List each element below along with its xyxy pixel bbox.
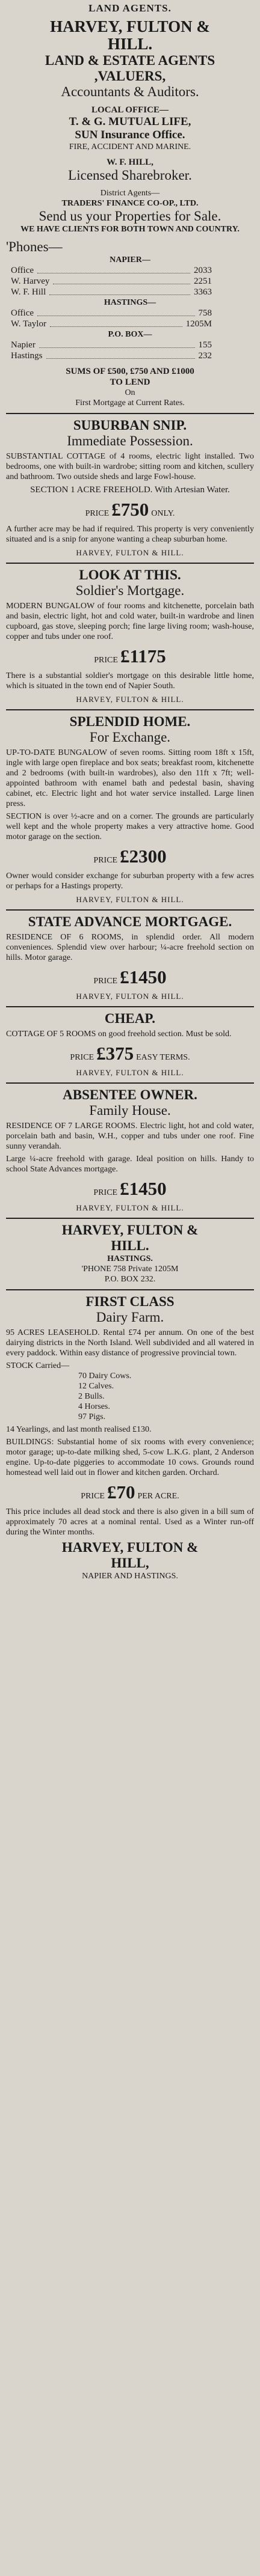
ad-absentee-owner [6, 1087, 254, 1213]
ad-signature: HARVEY, FULTON & HILL. [76, 695, 184, 704]
ad-signature: HARVEY, FULTON & HILL. [76, 1068, 184, 1077]
ad-signature: HARVEY, FULTON & HILL. [76, 548, 184, 557]
hastings-label: HASTINGS— [104, 298, 156, 307]
ad-price: PRICE £2300 [93, 846, 167, 867]
wf-hill-line: W. F. HILL, [107, 157, 153, 167]
ad-signature: HARVEY, FULTON & HILL. [76, 895, 184, 904]
to-lend-line: TO LEND [110, 377, 150, 387]
hastings-name-line2: HILL. [111, 1238, 149, 1253]
divider [6, 563, 254, 564]
agent-valuers-line: ,VALUERS, [94, 69, 166, 84]
phones-heading: 'Phones— [6, 239, 63, 254]
ad-subtitle: Soldier's Mortgage. [75, 583, 185, 598]
ad-body: SUBSTANTIAL COTTAGE of 4 rooms, electric light installed. Two bedrooms, one with built-in wardrobe; sitting room and kitchen, scullery and bathroom. Two outside sheds and large Fowl-house. [6, 452, 254, 481]
hastings-name-line1: HARVEY, FULTON & [61, 1222, 199, 1238]
pobox-row-hastings: Hastings 232 [11, 351, 212, 361]
hastings-town: HASTINGS. [107, 1254, 153, 1263]
ad-subtitle: Immediate Possession. [67, 433, 193, 448]
traders-finance-line: TRADERS' FINANCE CO-OP., LTD. [61, 199, 199, 208]
ad-subtitle: Family House. [89, 1103, 171, 1118]
ad-price: PRICE £375 EASY TERMS. [70, 1043, 190, 1064]
ad-body: MODERN BUNGALOW of four rooms and kitchenette, porcelain bath and basin, electric light, hot and cold water, built-in wardrobe and linen cupboard, gas stove, sleeping porch; fine large living room; wash-house, copper and tubs under one roof. [6, 602, 254, 641]
send-properties-line: Send us your Properties for Sale. [39, 209, 221, 224]
local-office-label: LOCAL OFFICE— [91, 105, 169, 115]
divider [6, 909, 254, 911]
agent-services-line: LAND & ESTATE AGENTS [45, 53, 215, 68]
list-item: 2 Bulls. [78, 1392, 105, 1401]
ad-after-text: Owner would consider exchange for suburban property with a few acres or perhaps for a Hastings property. [6, 871, 254, 891]
ad-look-at-this [6, 567, 254, 704]
farm-sign-line2: HILL, [111, 1555, 149, 1570]
divider [6, 1289, 254, 1290]
district-agents-label: District Agents— [100, 189, 160, 198]
ad-extra: SECTION is over ½-acre and on a corner. The grounds are particularly well kept and the whole property makes a very attractive home. Good motor garage on the section. [6, 812, 254, 841]
ad-body: COTTAGE OF 5 ROOMS on good freehold section. Must be sold. [6, 1030, 232, 1039]
pobox-row-napier: Napier 155 [11, 340, 212, 350]
phone-row-hastings-office: Office 758 [11, 308, 212, 318]
ad-title: FIRST CLASS [85, 1294, 175, 1309]
sun-insurance-line: SUN Insurance Office. [75, 129, 185, 141]
ad-signature: HARVEY, FULTON & HILL. [76, 992, 184, 1001]
ad-after-text: This price includes all dead stock and there is also given in a bill sum of approximately 70 acres at a nominal rental. Used as a Winter run-off during the Winter months. [6, 1507, 254, 1537]
sums-line: SUMS OF £500, £750 AND £1000 [66, 367, 194, 376]
stock-list [6, 1371, 254, 1422]
ad-subtitle: Dairy Farm. [96, 1310, 164, 1325]
hastings-phone: 'PHONE 758 Private 1205M [81, 1265, 179, 1274]
phones-block [6, 239, 254, 408]
stock-heading: STOCK Carried— [6, 1361, 70, 1370]
ad-price: PRICE £750 ONLY. [85, 499, 175, 520]
ad-title: CHEAP. [104, 1011, 156, 1026]
hastings-office-block [6, 1222, 254, 1284]
ad-after-text: There is a substantial soldier's mortgage on this desirable little home, which is situated in the town end of Napier South. [6, 671, 254, 691]
divider [6, 413, 254, 414]
first-mortgage-line: First Mortgage at Current Rates. [75, 398, 185, 407]
hastings-pobox: P.O. BOX 232. [104, 1275, 156, 1284]
ad-body: 95 ACRES LEASEHOLD. Rental £74 per annum. On one of the best dairying districts in the North Island. Well subdivided and all watered in every paddock. Within easy distance of progressive provincial town. [6, 1328, 254, 1358]
napier-label: NAPIER— [110, 255, 150, 264]
ad-body: RESIDENCE OF 6 ROOMS, in splendid order. All modern conveniences. Splendid view over harbour; ¼-acre freehold section on hills. Motor garage. [6, 933, 254, 962]
ad-price: PRICE £1450 [93, 966, 167, 987]
ad-title: SPLENDID HOME. [69, 714, 191, 729]
ad-price: PRICE £1450 [93, 1178, 167, 1199]
agent-block [6, 18, 254, 234]
agent-accountants-line: Accountants & Auditors. [61, 84, 199, 99]
section-header: LAND AGENTS. [88, 2, 172, 14]
clients-line: WE HAVE CLIENTS FOR BOTH TOWN AND COUNTRY. [20, 225, 240, 234]
ad-cheap [6, 1011, 254, 1078]
phone-row-napier-hill: W. F. Hill 3363 [11, 287, 212, 297]
ad-title: SUBURBAN SNIP. [73, 418, 187, 433]
divider [6, 709, 254, 710]
list-item: 4 Horses. [78, 1402, 110, 1411]
pobox-label: P.O. BOX— [108, 330, 152, 339]
cheque-line: 14 Yearlings, and last month realised £130. [6, 1425, 152, 1434]
ad-dairy-farm [6, 1294, 254, 1581]
list-item: 70 Dairy Cows. [78, 1372, 132, 1381]
ad-body: RESIDENCE OF 7 LARGE ROOMS. Electric light, hot and cold water, porcelain bath and basin, W.H., copper and tubs under one roof. Fine sunny verandah. [6, 1122, 254, 1151]
ad-signature: HARVEY, FULTON & HILL. [76, 1203, 184, 1212]
farm-sign-line1: HARVEY, FULTON & [61, 1540, 199, 1555]
agent-name-line1: HARVEY, FULTON & [50, 17, 210, 35]
list-item: 97 Pigs. [78, 1412, 106, 1421]
phone-row-napier-harvey: W. Harvey 2251 [11, 276, 212, 286]
ad-price: PRICE £70 PER ACRE. [81, 1482, 179, 1503]
agent-name-line2: HILL. [107, 35, 153, 53]
on-line: On [125, 388, 135, 397]
ad-extra: SECTION 1 ACRE FREEHOLD. With Artesian Water. [30, 485, 230, 495]
divider [6, 1006, 254, 1007]
ad-title: LOOK AT THIS. [79, 567, 181, 582]
ad-price: PRICE £1175 [94, 646, 166, 667]
ad-subtitle: For Exchange. [89, 730, 171, 745]
ad-extra: Large ¼-acre freehold with garage. Ideal position on hills. Handy to school State Advances mortgage. [6, 1155, 254, 1174]
buildings-text: BUILDINGS: Substantial home of six rooms with every convenience; motor garage; up-to-date milking shed, 5-cow L.K.G. plant, 2 Anderson engine. Up-to-date piggeries to accommodate 10 cows. Grounds round homestead well laid out in flower and kitchen garden. Orchard. [6, 1438, 254, 1477]
farm-sign-line3: NAPIER AND HASTINGS. [82, 1572, 178, 1581]
divider [6, 1218, 254, 1219]
ad-title: STATE ADVANCE MORTGAGE. [28, 914, 232, 929]
fire-accident-line: FIRE, ACCIDENT AND MARINE. [69, 142, 191, 151]
ad-splendid-home [6, 714, 254, 905]
licensed-sharebroker-line: Licensed Sharebroker. [68, 168, 192, 183]
ad-state-advance [6, 914, 254, 1001]
ad-title: ABSENTEE OWNER. [63, 1087, 197, 1102]
divider [6, 1082, 254, 1084]
ad-suburban-snip [6, 418, 254, 558]
ad-body: UP-TO-DATE BUNGALOW of seven rooms. Sitting room 18ft x 15ft, ingle with large open fireplace and box seats; breakfast room, kitchenette and 2 bedrooms (with built-in wardrobes), also den 11ft x 7ft; well-appointed bathroom with enamel bath and pedestal basin, shaving cabinet, etc. Electric light and hot water service installed. Large linen press. [6, 748, 254, 808]
tg-mutual-line: T. & G. MUTUAL LIFE, [69, 115, 191, 128]
phone-row-napier-office: Office 2033 [11, 266, 212, 275]
phone-row-hastings-taylor: W. Taylor 1205M [11, 319, 212, 329]
list-item: 12 Calves. [78, 1382, 114, 1391]
ad-after-text: A further acre may be had if required. This property is very conveniently situated and is a snip for anyone wanting a cheap suburban home. [6, 525, 254, 544]
